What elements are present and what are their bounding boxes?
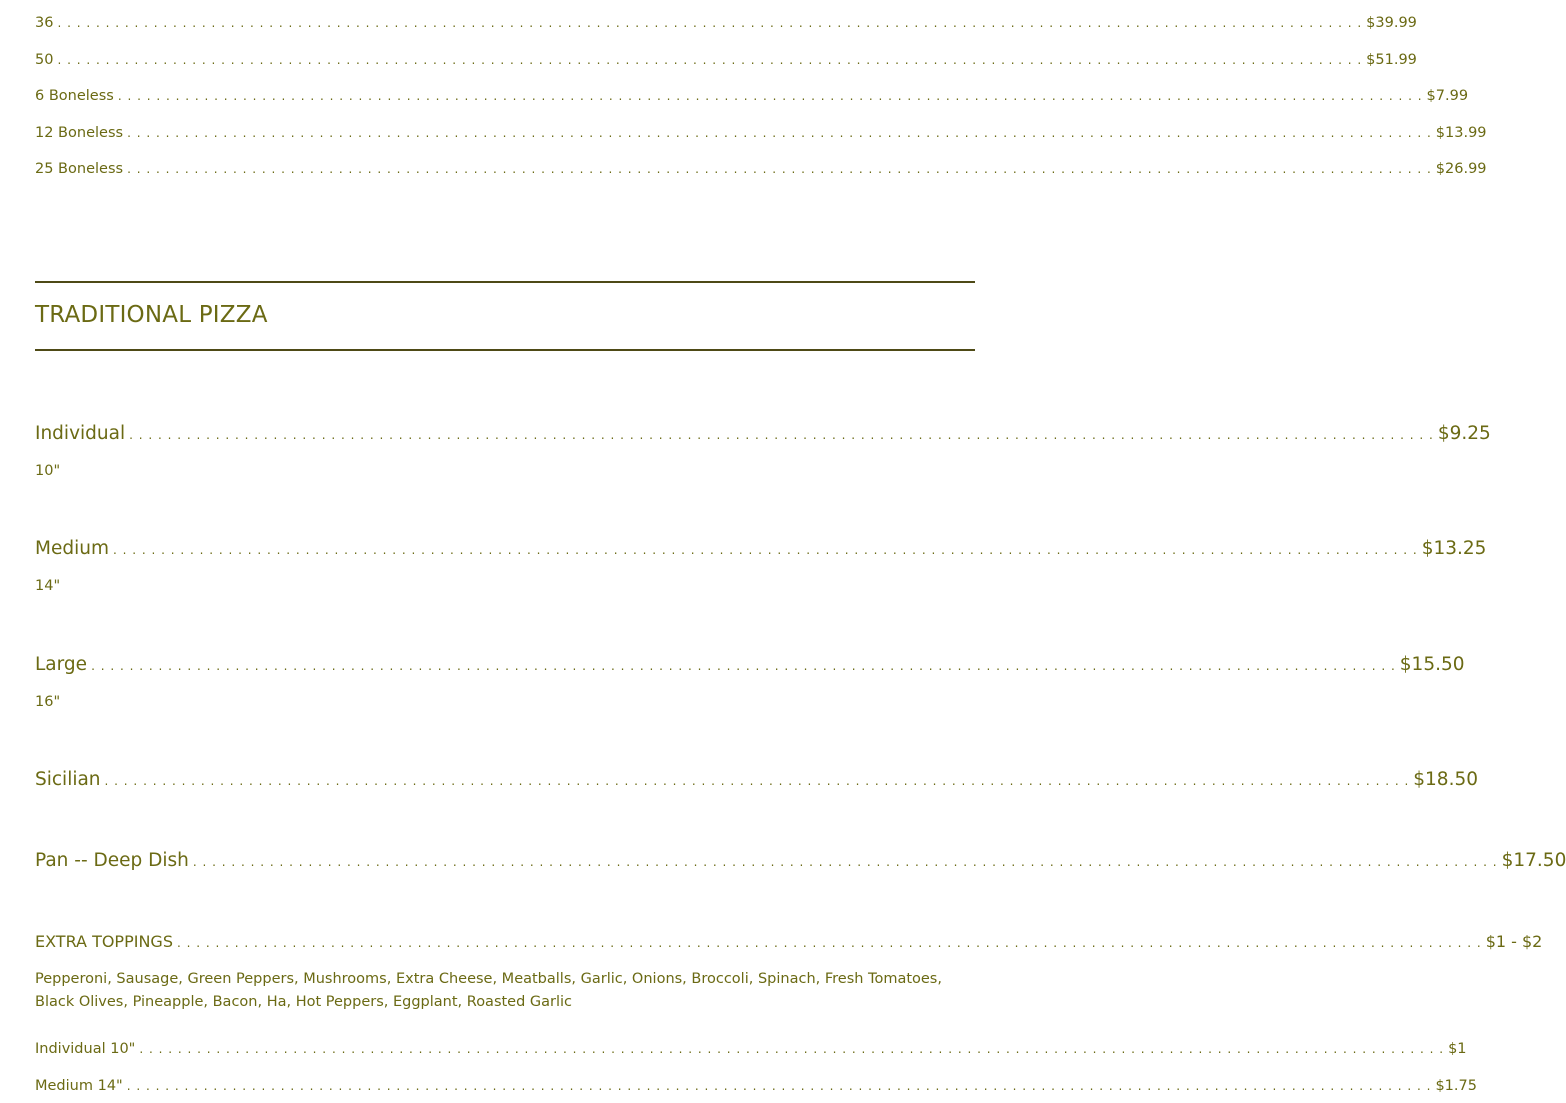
- item-name: Individual 10": [35, 1041, 136, 1057]
- item-name: 36: [35, 15, 54, 31]
- item-name: 25 Boneless: [35, 161, 124, 177]
- menu-item-25-boneless: [35, 159, 1487, 179]
- menu-item-36: [35, 13, 1417, 33]
- dot-leader: . . . . . . . . . . . . . . . . . . . . . . . . . . . . . . . . . . . . . . . . . . . . . . . . . . . . . . . . . . . . . . . . . . . . . . . . . . . . . . . . . . . . . . . . . . . . . . . . . . . . . . . . . . . . . . . . . . . . . . . . . . . . . . . . . . . . . . . .: [57, 16, 1363, 30]
- item-price: $15.50: [1399, 654, 1465, 675]
- dot-leader: . . . . . . . . . . . . . . . . . . . . . . . . . . . . . . . . . . . . . . . . . . . . . . . . . . . . . . . . . . . . . . . . . . . . . . . . . . . . . . . . . . . . . . . . . . . . . . . . . . . . . . . . . . . . . . . . . . . . . . . . . . . . . . . . . . . . . . . .: [91, 659, 1396, 673]
- dot-leader: . . . . . . . . . . . . . . . . . . . . . . . . . . . . . . . . . . . . . . . . . . . . . . . . . . . . . . . . . . . . . . . . . . . . . . . . . . . . . . . . . . . . . . . . . . . . . . . . . . . . . . . . . . . . . . . . . . . . . . . . . . . . . . . . . . . . . . . .: [127, 126, 1432, 140]
- topping-option-individual: [35, 1039, 1467, 1059]
- item-price: $13.99: [1435, 125, 1487, 141]
- menu-item-pan-deep-dish: [35, 848, 1566, 874]
- item-description: 14": [35, 578, 61, 594]
- dot-leader: . . . . . . . . . . . . . . . . . . . . . . . . . . . . . . . . . . . . . . . . . . . . . . . . . . . . . . . . . . . . . . . . . . . . . . . . . . . . . . . . . . . . . . . . . . . . . . . . . . . . . . . . . . . . . . . . . . . . . . . . . . . . . . . . . . . . . . . .: [126, 1079, 1432, 1093]
- item-price: $7.99: [1426, 88, 1469, 104]
- item-name: Medium 14": [35, 1078, 123, 1094]
- menu-item-6-boneless: [35, 86, 1469, 106]
- dot-leader: . . . . . . . . . . . . . . . . . . . . . . . . . . . . . . . . . . . . . . . . . . . . . . . . . . . . . . . . . . . . . . . . . . . . . . . . . . . . . . . . . . . . . . . . . . . . . . . . . . . . . . . . . . . . . . . . . . . . . . . . . . . . . . . . . . . . . . . .: [192, 855, 1498, 869]
- menu-item-50: [35, 50, 1417, 70]
- item-price: $17.50: [1501, 850, 1566, 871]
- item-price: $51.99: [1366, 52, 1417, 68]
- item-price: $13.25: [1421, 538, 1487, 559]
- item-name: 50: [35, 52, 54, 68]
- toppings-description: Pepperoni, Sausage, Green Peppers, Mushrooms, Extra Cheese, Meatballs, Garlic, Onions, Broccoli, Spinach, Fresh Tomatoes, Black Olives, Pineapple, Bacon, Ha, Hot Peppers, Eggplant, Roasted Garlic: [35, 971, 942, 1010]
- dot-leader: . . . . . . . . . . . . . . . . . . . . . . . . . . . . . . . . . . . . . . . . . . . . . . . . . . . . . . . . . . . . . . . . . . . . . . . . . . . . . . . . . . . . . . . . . . . . . . . . . . . . . . . . . . . . . . . . . . . . . . . . . . . . . . . . . . . . . . . .: [139, 1042, 1445, 1056]
- item-price: $1: [1448, 1041, 1467, 1057]
- menu-item-extra-toppings: [35, 930, 1543, 954]
- menu-item-medium: [35, 536, 1487, 562]
- dot-leader: . . . . . . . . . . . . . . . . . . . . . . . . . . . . . . . . . . . . . . . . . . . . . . . . . . . . . . . . . . . . . . . . . . . . . . . . . . . . . . . . . . . . . . . . . . . . . . . . . . . . . . . . . . . . . . . . . . . . . . . . . . . . . . . . . . . . . . . .: [112, 543, 1418, 557]
- dot-leader: . . . . . . . . . . . . . . . . . . . . . . . . . . . . . . . . . . . . . . . . . . . . . . . . . . . . . . . . . . . . . . . . . . . . . . . . . . . . . . . . . . . . . . . . . . . . . . . . . . . . . . . . . . . . . . . . . . . . . . . . . . . . . . . . . . . . . . . .: [127, 162, 1432, 176]
- topping-option-medium: [35, 1076, 1477, 1096]
- item-price: $18.50: [1413, 769, 1478, 790]
- item-name: 12 Boneless: [35, 125, 124, 141]
- item-description: 16": [35, 694, 61, 710]
- dot-leader: . . . . . . . . . . . . . . . . . . . . . . . . . . . . . . . . . . . . . . . . . . . . . . . . . . . . . . . . . . . . . . . . . . . . . . . . . . . . . . . . . . . . . . . . . . . . . . . . . . . . . . . . . . . . . . . . . . . . . . . . . . . . . . . . . . . . . . . .: [117, 89, 1423, 103]
- item-name: Pan -- Deep Dish: [35, 850, 189, 871]
- dot-leader: . . . . . . . . . . . . . . . . . . . . . . . . . . . . . . . . . . . . . . . . . . . . . . . . . . . . . . . . . . . . . . . . . . . . . . . . . . . . . . . . . . . . . . . . . . . . . . . . . . . . . . . . . . . . . . . . . . . . . . . . . . . . . . . . . . . . . . . .: [176, 936, 1482, 950]
- menu-item-large: [35, 652, 1465, 678]
- menu-item-individual: [35, 421, 1491, 447]
- dot-leader: . . . . . . . . . . . . . . . . . . . . . . . . . . . . . . . . . . . . . . . . . . . . . . . . . . . . . . . . . . . . . . . . . . . . . . . . . . . . . . . . . . . . . . . . . . . . . . . . . . . . . . . . . . . . . . . . . . . . . . . . . . . . . . . . . . . . . . . .: [129, 428, 1434, 442]
- item-name: Large: [35, 654, 88, 675]
- item-name: EXTRA TOPPINGS: [35, 932, 173, 951]
- item-name: 6 Boneless: [35, 88, 114, 104]
- item-description: 10": [35, 463, 61, 479]
- item-price: $39.99: [1366, 15, 1417, 31]
- item-price: $9.25: [1437, 423, 1491, 444]
- item-price: $1.75: [1435, 1078, 1477, 1094]
- dot-leader: . . . . . . . . . . . . . . . . . . . . . . . . . . . . . . . . . . . . . . . . . . . . . . . . . . . . . . . . . . . . . . . . . . . . . . . . . . . . . . . . . . . . . . . . . . . . . . . . . . . . . . . . . . . . . . . . . . . . . . . . . . . . . . . . . . . . . . . .: [104, 774, 1410, 788]
- item-name: Individual: [35, 423, 126, 444]
- menu-item-12-boneless: [35, 123, 1487, 143]
- item-name: Medium: [35, 538, 109, 559]
- section-title: TRADITIONAL PIZZA: [35, 302, 268, 328]
- section-bottom-rule: [35, 349, 975, 351]
- section-top-rule: [35, 281, 975, 283]
- item-price: $26.99: [1435, 161, 1487, 177]
- menu-item-sicilian: [35, 767, 1478, 793]
- item-price: $1 - $2: [1485, 932, 1543, 951]
- dot-leader: . . . . . . . . . . . . . . . . . . . . . . . . . . . . . . . . . . . . . . . . . . . . . . . . . . . . . . . . . . . . . . . . . . . . . . . . . . . . . . . . . . . . . . . . . . . . . . . . . . . . . . . . . . . . . . . . . . . . . . . . . . . . . . . . . . . . . . . .: [57, 53, 1363, 67]
- item-name: Sicilian: [35, 769, 101, 790]
